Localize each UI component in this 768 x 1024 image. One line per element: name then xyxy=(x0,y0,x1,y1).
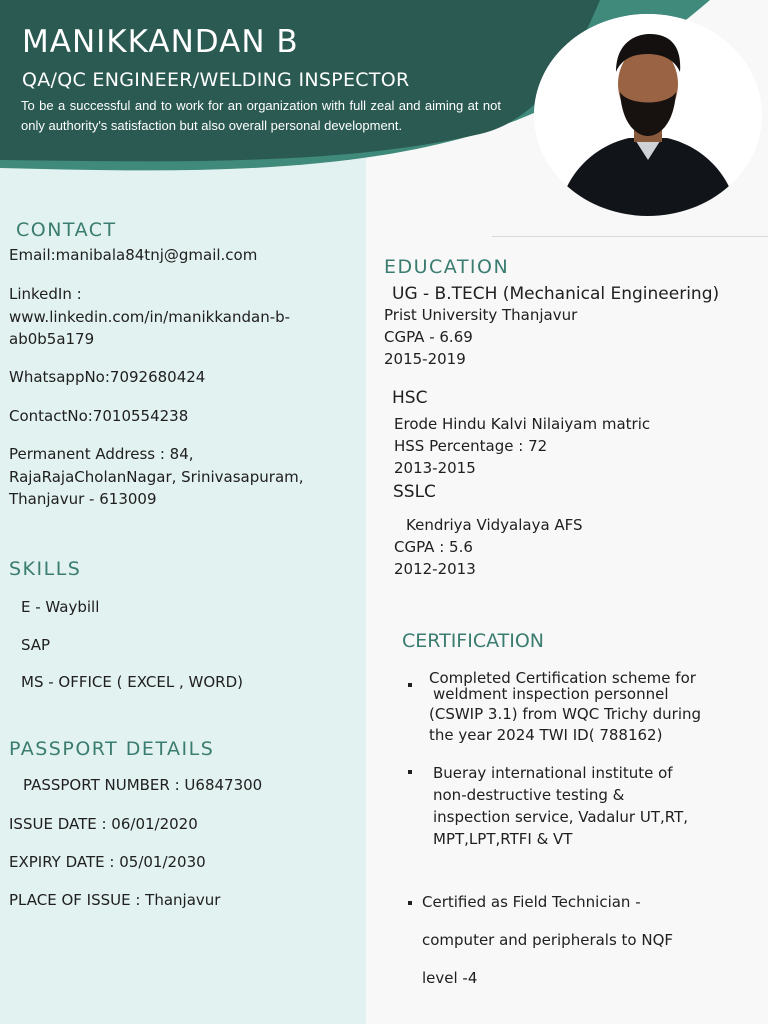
contact-heading: CONTACT xyxy=(16,219,117,241)
contact-address-line1: Permanent Address : 84, xyxy=(9,445,194,463)
certification-item-1-line4: the year 2024 TWI ID( 788162) xyxy=(429,726,663,744)
bullet-icon xyxy=(408,683,412,687)
passport-place-of-issue: PLACE OF ISSUE : Thanjavur xyxy=(9,891,221,909)
divider-line xyxy=(492,236,768,237)
skill-item: SAP xyxy=(21,636,51,654)
certification-item-2-line3: inspection service, Vadalur UT,RT, xyxy=(433,808,689,826)
ug-degree: UG - B.TECH (Mechanical Engineering) xyxy=(392,284,720,304)
skills-heading: SKILLS xyxy=(9,558,82,580)
passport-expiry-date: EXPIRY DATE : 05/01/2030 xyxy=(9,853,206,871)
certification-item-1-line1: Completed Certification scheme for xyxy=(429,669,696,687)
sslc-institution: Kendriya Vidyalaya AFS xyxy=(406,516,583,534)
skill-item: E - Waybill xyxy=(21,598,100,616)
certification-item-2-line1: Bueray international institute of xyxy=(433,764,673,782)
skill-item: MS - OFFICE ( EXCEL , WORD) xyxy=(21,673,243,691)
certification-item-1-line3: (CSWIP 3.1) from WQC Trichy during xyxy=(429,705,702,723)
contact-email: Email:manibala84tnj@gmail.com xyxy=(9,246,258,264)
bullet-icon xyxy=(408,770,412,774)
career-objective: To be a successful and to work for an organization with full zeal and aiming at not only authority's satisfaction but also overall personal development. xyxy=(21,98,501,133)
contact-phone: ContactNo:7010554238 xyxy=(9,407,189,425)
contact-address-line3: Thanjavur - 613009 xyxy=(9,490,157,508)
education-heading: EDUCATION xyxy=(384,256,510,278)
ug-years: 2015-2019 xyxy=(384,350,466,368)
sslc-title: SSLC xyxy=(393,482,436,502)
passport-issue-date: ISSUE DATE : 06/01/2020 xyxy=(9,815,198,833)
certification-heading: CERTIFICATION xyxy=(402,630,544,652)
certification-item-2-line2: non-destructive testing & xyxy=(433,786,625,804)
hsc-score: HSS Percentage : 72 xyxy=(394,437,548,455)
passport-number: PASSPORT NUMBER : U6847300 xyxy=(23,776,263,794)
hsc-years: 2013-2015 xyxy=(394,459,476,477)
candidate-name: MANIKKANDAN B xyxy=(22,24,299,60)
certification-item-3-line3: level -4 xyxy=(422,969,478,987)
hsc-institution: Erode Hindu Kalvi Nilaiyam matric xyxy=(394,415,651,433)
passport-heading: PASSPORT DETAILS xyxy=(9,738,215,760)
ug-institution: Prist University Thanjavur xyxy=(384,306,578,324)
profile-photo xyxy=(534,14,762,216)
contact-whatsapp: WhatsappNo:7092680424 xyxy=(9,368,206,386)
job-title: QA/QC ENGINEER/WELDING INSPECTOR xyxy=(22,69,410,91)
certification-item-3-line1: Certified as Field Technician - xyxy=(422,893,641,911)
contact-address-line2: RajaRajaCholanNagar, Srinivasapuram, xyxy=(9,468,304,486)
bullet-icon xyxy=(408,901,412,905)
certification-item-2-line4: MPT,LPT,RTFI & VT xyxy=(433,830,573,848)
certification-item-3-line2: computer and peripherals to NQF xyxy=(422,931,674,949)
contact-linkedin-url-continued: ab0b5a179 xyxy=(9,330,95,348)
certification-item-1-line2: weldment inspection personnel xyxy=(433,685,669,703)
contact-linkedin-label: LinkedIn : xyxy=(9,285,82,303)
contact-linkedin-url: www.linkedin.com/in/manikkandan-b- xyxy=(9,308,291,326)
sslc-score: CGPA : 5.6 xyxy=(394,538,473,556)
hsc-title: HSC xyxy=(392,388,428,408)
ug-score: CGPA - 6.69 xyxy=(384,328,473,346)
sslc-years: 2012-2013 xyxy=(394,560,476,578)
